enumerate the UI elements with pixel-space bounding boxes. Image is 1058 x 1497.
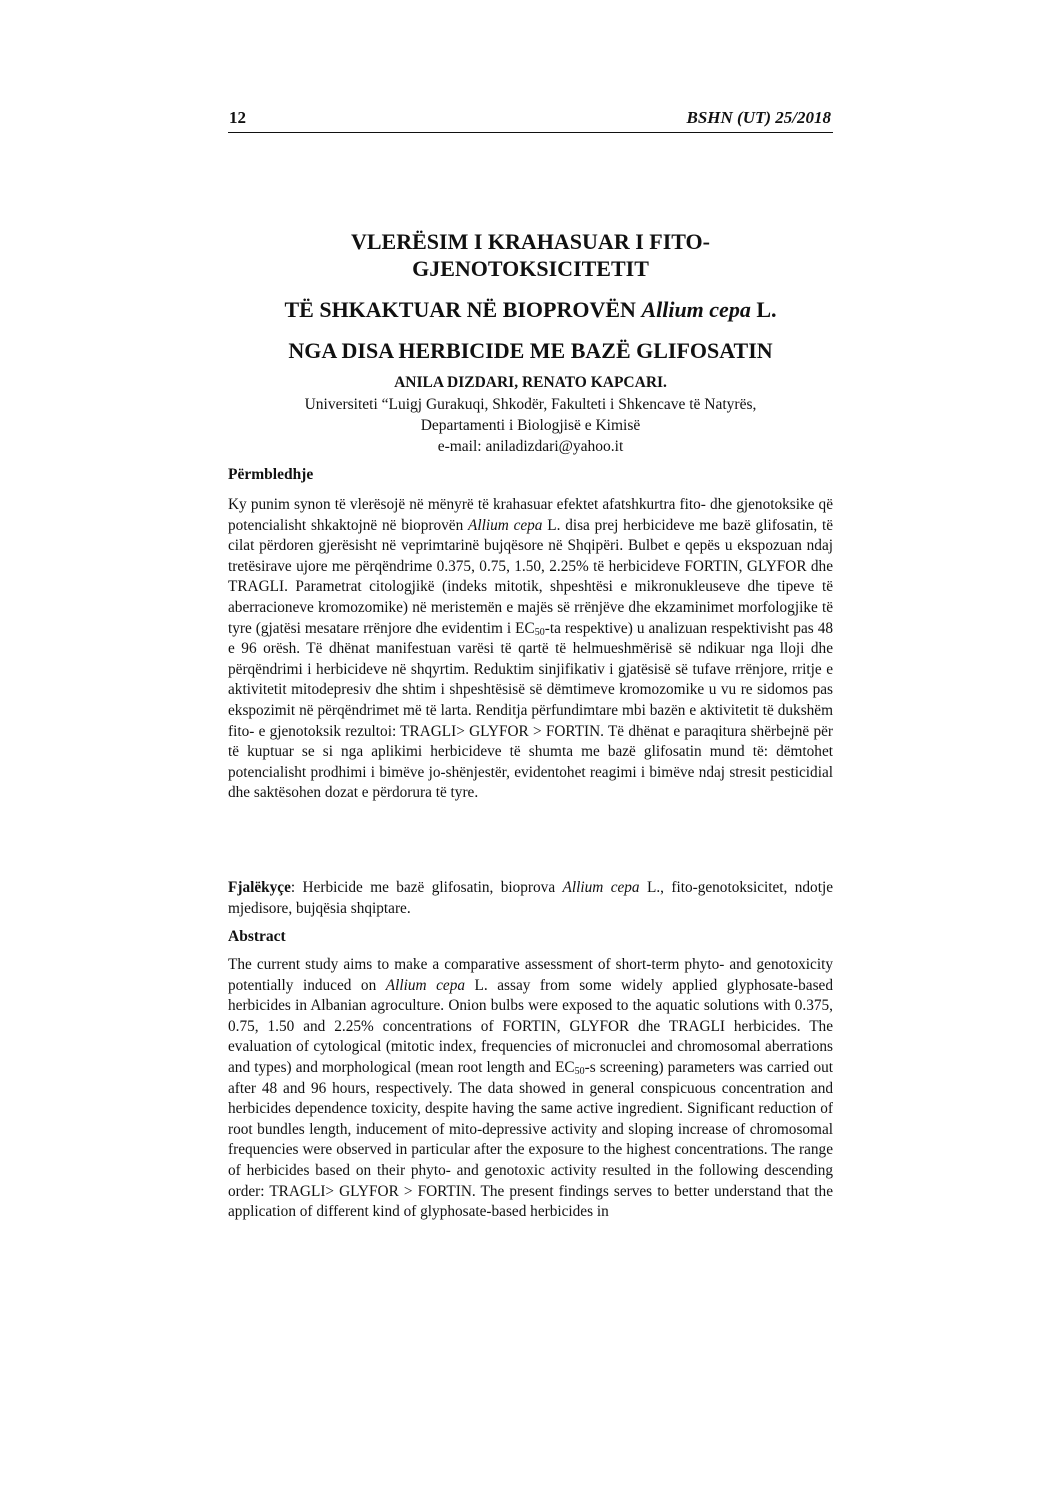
keywords-text-2: L., fito-genotoksicitet, ndotje mjedisore, bujqësia shqiptare. — [228, 879, 833, 917]
summary-paragraph — [228, 495, 833, 804]
summary-text-2: L. disa prej herbicideve me bazë glifosatin, të cilat përdoren gjerësisht në veprimtarinë bujqësore në Shqipëri. Bulbet e qepës u ekspozuan ndaj tretësirave ujore me përqëndrime 0.375, 0.75, 1.50, 2.25% të herbicideve FORTIN, GLYFOR dhe TRAGLI. Parametrat citologjikë (indeks mitotik, shpeshtësi e mikronukleuseve dhe tipeve të aberracioneve kromozomike) në meristemën e majës së rrënjëve dhe ekzaminimet morfologjike të tyre (gjatësi mesatare rrënjore dhe evidentim i EC — [228, 516, 833, 637]
author-email: e-mail: aniladizdari@yahoo.it — [437, 438, 624, 455]
keywords-label: Fjalëkyçe — [228, 879, 291, 896]
running-header — [228, 106, 833, 133]
title-line-1: VLERËSIM I KRAHASUAR I FITO- — [351, 229, 710, 254]
authors: ANILA DIZDARI, RENATO KAPCARI. — [394, 374, 667, 391]
title-line-3-suffix: L. — [750, 297, 777, 322]
abstract-text-3: -s screening) parameters was carried out after 48 and 96 hours, respectively. The data showed in general conspicuous concentration and herbicides dependence toxicity, despite having the same active ingredient. Significant reduction of root bundles length, inducement of mito-depressive activity and sloping increase of chromosomal frequencies were observed in particular after the exposure to the highest concentrations. The range of herbicides based on their phyto- and genotoxic activity resulted in the following descending order: TRAGLI> GLYFOR > FORTIN. The present findings serves to better understand that the application of different kind of glyphosate-based herbicides in — [228, 1058, 833, 1221]
abstract-paragraph — [228, 955, 833, 1223]
keywords-species: Allium cepa — [562, 879, 640, 896]
title-species: Allium cepa — [641, 297, 751, 322]
abstract-species: Allium cepa — [385, 976, 465, 994]
summary-text-3: -ta respektive) u analizuan respektivisht pas 48 e 96 orësh. Të dhënat manifestuan varësi të qartë të helmueshmërisë së ndikuar nga lloji dhe përqëndrimi i herbicideve në shqyrtim. Reduktim sinjifikativ i gjatësisë së tufave rrënjore, rritje e aktivitetit mitodepresiv dhe shtim i shpeshtësisë së dëmtimeve kromozomike u vu re sidomos pas ekspozimit në përqëndrimet më të larta. Renditja përfundimtare mbi bazën e aktivitetit të dukshëm fito- e gjenotoksik rezultoi: TRAGLI> GLYFOR > FORTIN. Të dhënat e paraqitura shërbejnë për të kuptuar se si nga aplikimi herbicideve të shumta me bazë glifosatin mund të: dëmtohet potencialisht prodhimi i bimëve jo-shënjestër, evidentohet reagimi i bimëve ndaj stresit pesticidial dhe saktësohen dozat e përdorura të tyre. — [228, 619, 833, 802]
title-line-3 — [228, 296, 833, 323]
page-number: 12 — [229, 108, 246, 127]
summary-subscript: 50 — [534, 626, 545, 638]
keywords-text-1: : Herbicide me bazë glifosatin, bioprova — [290, 879, 563, 896]
affiliation-line-2: Departamenti i Biologjisë e Kimisë — [420, 417, 641, 434]
journal-reference: BSHN (UT) 25/2018 — [686, 108, 831, 127]
affiliation-line-1: Universiteti “Luigj Gurakuqi, Shkodër, Fakulteti i Shkencave të Natyrës, — [304, 396, 757, 413]
abstract-heading: Abstract — [228, 928, 286, 945]
summary-text-1: Ky punim synon të vlerësojë në mënyrë të krahasuar efektet afatshkurtra fito- dhe gjenotoksike që potencialisht shkaktojnë në bioprovën — [228, 496, 833, 534]
title-line-2: GJENOTOKSICITETIT — [412, 256, 649, 281]
title-line-3-text: TË SHKAKTUAR NË BIOPROVËN — [284, 297, 642, 322]
summary-heading: Përmbledhje — [228, 466, 314, 483]
summary-species: Allium cepa — [468, 516, 543, 534]
title-line-4: NGA DISA HERBICIDE ME BAZË GLIFOSATIN — [288, 338, 773, 363]
abstract-subscript: 50 — [574, 1065, 585, 1077]
keywords — [228, 877, 833, 919]
abstract-text-1: The current study aims to make a comparative assessment of short-term phyto- and genotoxicity potentially induced on — [228, 956, 833, 994]
abstract-text-2: L. assay from some widely applied glyphosate-based herbicides in Albanian agroculture. Onion bulbs were exposed to the aquatic solutions with 0.375, 0.75, 1.50 and 2.25% concentrations of FORTIN, GLYFOR dhe TRAGLI herbicides. The evaluation of cytological (mitotic index, frequencies of micronuclei and chromosomal aberrations and types) and morphological (mean root length and EC — [228, 976, 833, 1076]
